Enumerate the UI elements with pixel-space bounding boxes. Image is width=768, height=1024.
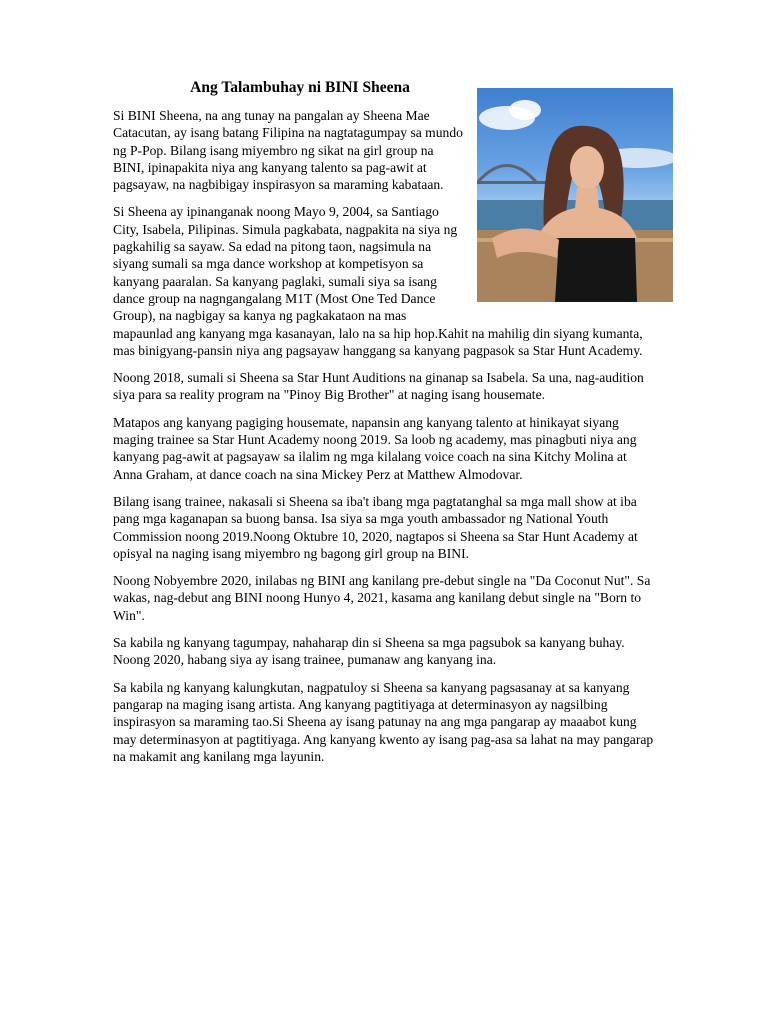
- paragraph: Sa kabila ng kanyang kalungkutan, nagpatuloy si Sheena sa kanyang pagsasanay at sa kanyang pangarap na maging isang artista. Ang kanyang pagtitiyaga at determinasyon ay nagsilbing inspirasyon sa maraming tao.Si Sheena ay isang patunay na ang mga pangarap ay maaabot kung may determinasyon at pagtitiyaga. Ang kanyang kwento ay isang pag-asa sa lahat na may pangarap na makamit ang kanilang mga layunin.: [113, 679, 654, 764]
- document-body: [113, 107, 654, 775]
- paragraph: Si Sheena ay ipinanganak noong Mayo 9, 2004, sa Santiago City, Isabela, Pilipinas. Simula pagkabata, nagpakita na siya ng pagkahilig sa sayaw. Sa edad na pitong taon, nagsimula na siyang sumali sa mga dance workshop at kompetisyon sa kanyang paaralan. Sa kanyang paglaki, sumali siya sa isang dance group na nagngangalang M1T (Most One Ted Dance Group), na nagbigay sa kanya ng pagkakataon na mas mapaunlad ang kanyang mga kasanayan, lalo na sa hip hop.Kahit na mahilig din siyang kumanta, mas binigyang-pansin niya ang pagsayaw hanggang sa kanyang pagpasok sa Star Hunt Academy.: [113, 204, 643, 358]
- portrait-photo: [477, 88, 673, 302]
- paragraph: Noong 2018, sumali si Sheena sa Star Hunt Auditions na ginanap sa Isabela. Sa una, nag-audition siya para sa reality program na "Pinoy Big Brother" at naging isang housemate.: [113, 370, 644, 403]
- paragraph: Noong Nobyembre 2020, inilabas ng BINI ang kanilang pre-debut single na "Da Coconut Nut". Sa wakas, nag-debut ang BINI noong Hunyo 4, 2021, kasama ang kanilang debut single na "Born to Win".: [113, 573, 651, 623]
- paragraph: Si BINI Sheena, na ang tunay na pangalan ay Sheena Mae Catacutan, ay isang batang Filipina na nagtatagumpay sa mundo ng P-Pop. Bilang isang miyembro ng sikat na girl group na BINI, ipinapakita niya ang kanyang talento sa pag-awit at pagsayaw, na nagbibigay inspirasyon sa maraming kabataan.: [113, 108, 463, 193]
- document-title: Ang Talambuhay ni BINI Sheena: [190, 79, 410, 96]
- paragraph: Matapos ang kanyang pagiging housemate, napansin ang kanyang talento at hinikayat siyang maging trainee sa Star Hunt Academy noong 2019. Sa loob ng academy, mas pinagbuti niya ang kanyang pag-awit at pagsayaw sa ilalim ng mga kilalang voice coach na sina Kitchy Molina at Anna Graham, at dance coach na sina Mickey Perz at Matthew Almodovar.: [113, 414, 637, 482]
- portrait-photo-drawing: [477, 88, 673, 302]
- paragraph: Sa kabila ng kanyang tagumpay, nahaharap din si Sheena sa mga pagsubok sa kanyang buhay. Noong 2020, habang siya ay isang trainee, pumanaw ang kanyang ina.: [113, 635, 625, 668]
- paragraph: Bilang isang trainee, nakasali si Sheena sa iba't ibang mga pagtatanghal sa mga mall show at iba pang mga kaganapan sa buong bansa. Isa siya sa mga youth ambassador ng National Youth Commission noong 2019.Noong Oktubre 10, 2020, nagtapos si Sheena sa Star Hunt Academy at opisyal na naging isang miyembro ng bagong girl group na BINI.: [113, 493, 638, 561]
